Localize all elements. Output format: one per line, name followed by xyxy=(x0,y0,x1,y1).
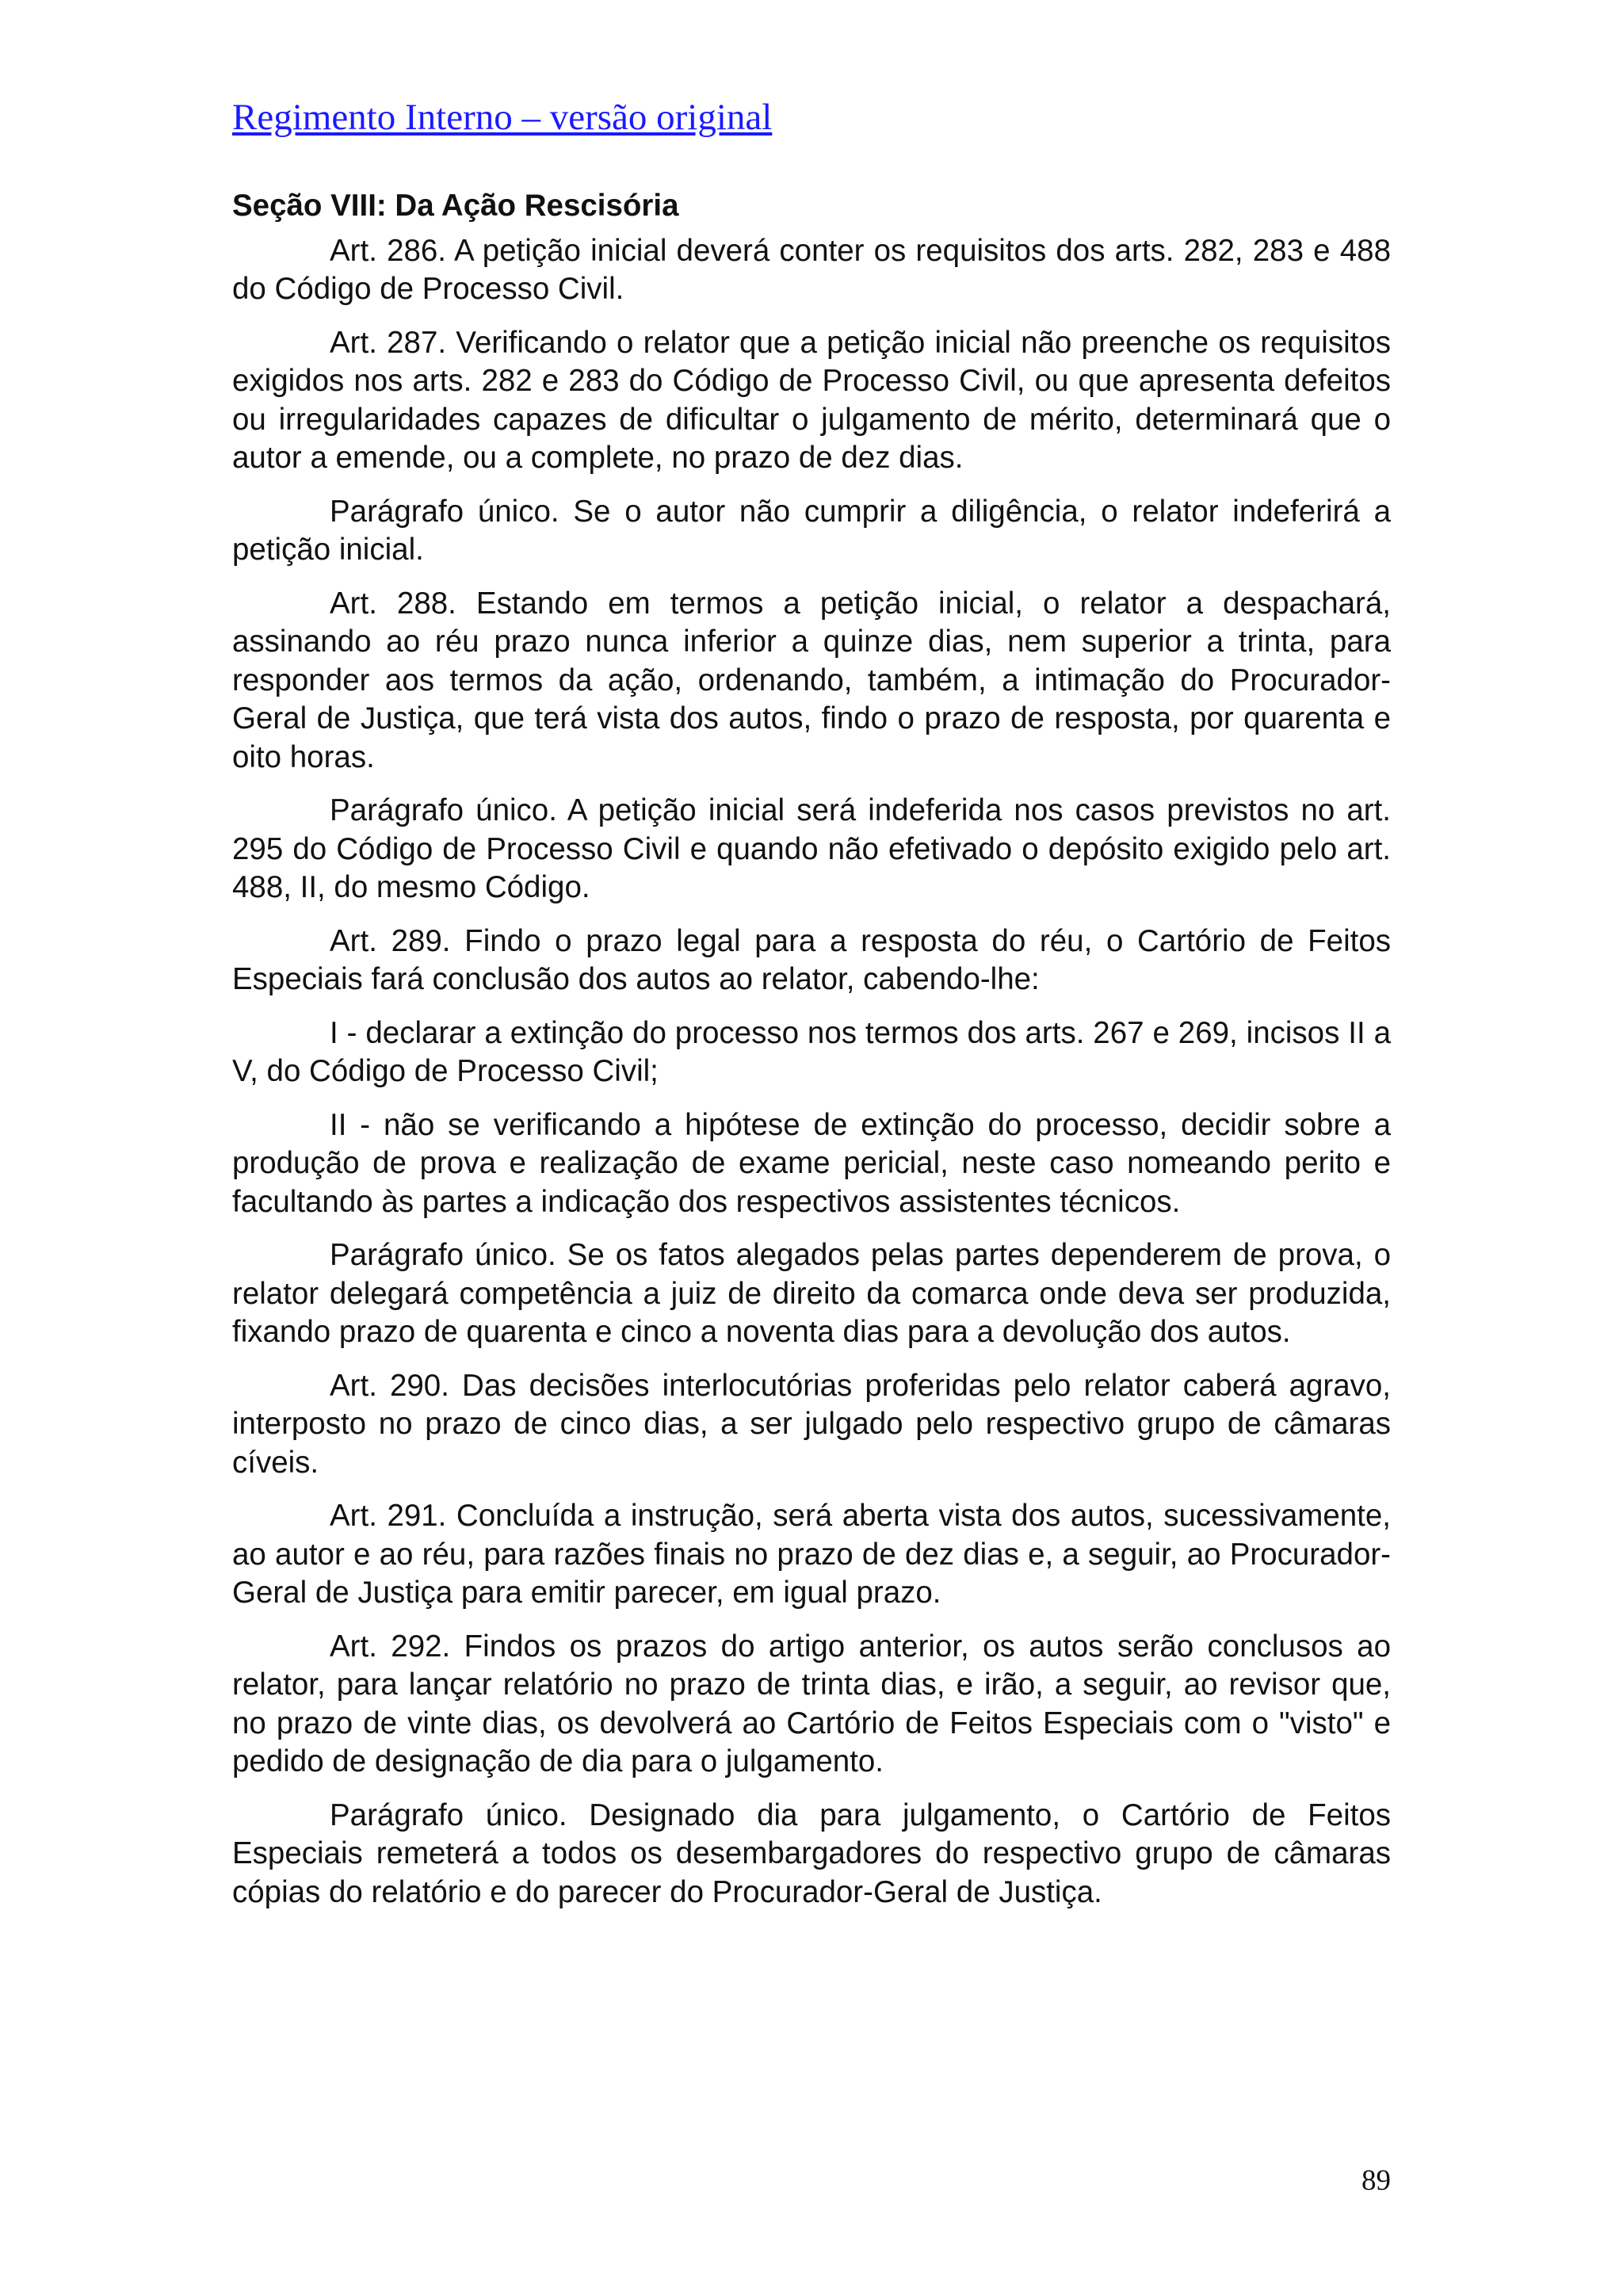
section-title: Seção VIII: Da Ação Rescisória xyxy=(232,189,679,223)
paragraph-art-289-inciso-ii: II - não se verificando a hipótese de extinção do processo, decidir sobre a produção de prova e realização de exame pericial, neste caso nomeando perito e facultando às partes a indicação dos respectivos assistentes técnicos. xyxy=(232,1107,1391,1219)
paragraph-art-290: Art. 290. Das decisões interlocutórias proferidas pelo relator caberá agravo, interposto no prazo de cinco dias, a ser julgado pelo respectivo grupo de câmaras cíveis. xyxy=(232,1368,1391,1480)
paragraph-art-288: Art. 288. Estando em termos a petição inicial, o relator a despachará, assinando ao réu prazo nunca inferior a quinze dias, nem superior a trinta, para responder aos termos da ação, ordenando, também, a intimação do Procurador-Geral de Justiça, que terá vista dos autos, findo o prazo de resposta, por quarenta e oito horas. xyxy=(232,586,1391,774)
paragraph-art-289: Art. 289. Findo o prazo legal para a resposta do réu, o Cartório de Feitos Especiais fará conclusão dos autos ao relator, cabendo-lhe: xyxy=(232,923,1391,996)
paragraph-art-288-unico: Parágrafo único. A petição inicial será indeferida nos casos previstos no art. 295 do Código de Processo Civil e quando não efetivado o depósito exigido pelo art. 488, II, do mesmo Código. xyxy=(232,793,1391,904)
header-link[interactable]: Regimento Interno – versão original xyxy=(232,97,773,138)
document-body xyxy=(232,187,1391,1927)
paragraph-art-289-unico: Parágrafo único. Se os fatos alegados pelas partes dependerem de prova, o relator delegará competência a juiz de direito da comarca onde deva ser produzida, fixando prazo de quarenta e cinco a noventa dias para a devolução dos autos. xyxy=(232,1238,1391,1349)
paragraph-art-292: Art. 292. Findos os prazos do artigo anterior, os autos serão conclusos ao relator, para lançar relatório no prazo de trinta dias, e irão, a seguir, ao revisor que, no prazo de vinte dias, os devolverá ao Cartório de Feitos Especiais com o "visto" e pedido de designação de dia para o julgamento. xyxy=(232,1629,1391,1778)
page-number: 89 xyxy=(1361,2164,1391,2197)
paragraph-art-287-unico: Parágrafo único. Se o autor não cumprir a diligência, o relator indeferirá a petição inicial. xyxy=(232,494,1391,567)
paragraph-art-289-inciso-i: I - declarar a extinção do processo nos termos dos arts. 267 e 269, incisos II a V, do Código de Processo Civil; xyxy=(232,1015,1391,1088)
paragraph-art-287: Art. 287. Verificando o relator que a petição inicial não preenche os requisitos exigidos nos arts. 282 e 283 do Código de Processo Civil, ou que apresenta defeitos ou irregularidades capazes de dificultar o julgamento de mérito, determinará que o autor a emende, ou a complete, no prazo de dez dias. xyxy=(232,325,1391,475)
paragraph-art-291: Art. 291. Concluída a instrução, será aberta vista dos autos, sucessivamente, ao autor e ao réu, para razões finais no prazo de dez dias e, a seguir, ao Procurador-Geral de Justiça para emitir parecer, em igual prazo. xyxy=(232,1499,1391,1610)
paragraph-art-292-unico: Parágrafo único. Designado dia para julgamento, o Cartório de Feitos Especiais remeterá a todos os desembargadores do respectivo grupo de câmaras cópias do relatório e do parecer do Procurador-Geral de Justiça. xyxy=(232,1797,1391,1909)
paragraph-art-286: Art. 286. A petição inicial deverá conter os requisitos dos arts. 282, 283 e 488 do Código de Processo Civil. xyxy=(232,233,1391,306)
